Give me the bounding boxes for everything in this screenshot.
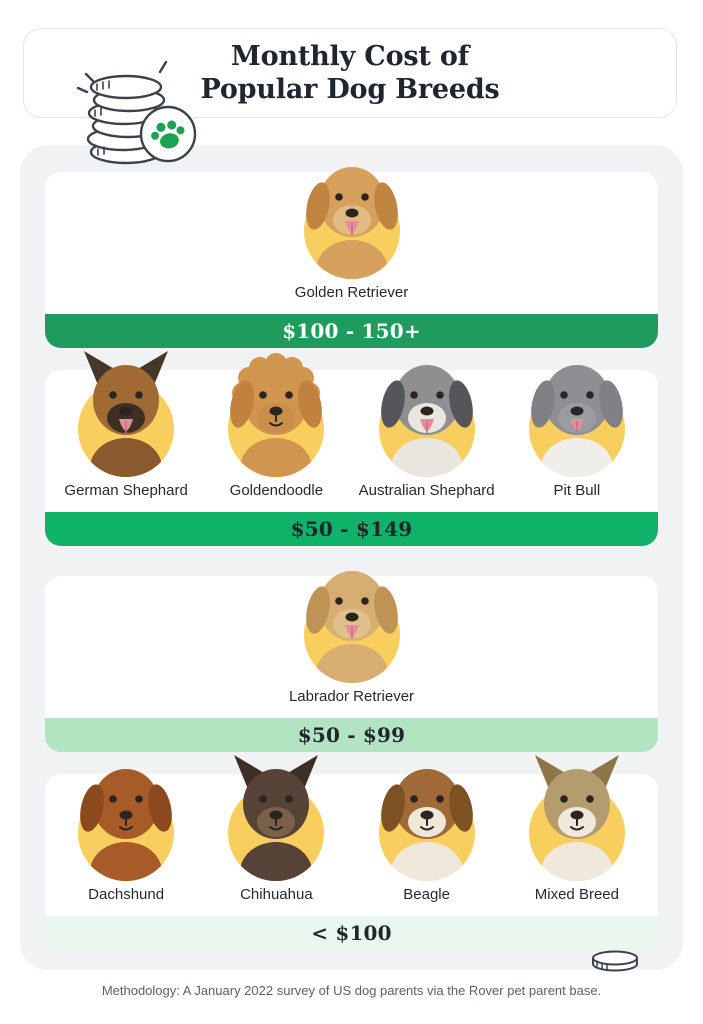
cost-tier-row xyxy=(45,576,658,752)
methodology-text: Methodology: A January 2022 survey of US dog parents via the Rover pet parent base. xyxy=(101,983,602,998)
dog-group xyxy=(45,774,658,916)
coin-stack-icon xyxy=(74,56,200,173)
dog-breed-label: Chihuahua xyxy=(240,886,313,903)
dog-unit-mixed-breed xyxy=(502,752,652,916)
price-banner: < $100 xyxy=(45,916,658,950)
dog-breed-label: Pit Bull xyxy=(553,482,601,499)
dog-group xyxy=(45,370,658,512)
cost-tier-rows xyxy=(20,145,683,950)
cost-tier-row xyxy=(45,774,658,950)
dog-breed-label: Mixed Breed xyxy=(534,886,619,903)
dog-photo-mixed-breed xyxy=(517,752,637,882)
dog-unit-dachshund xyxy=(51,752,201,916)
dog-breed-label: Labrador Retriever xyxy=(288,688,415,705)
dog-unit-goldendoodle xyxy=(201,348,351,512)
dog-unit-labrador-retriever xyxy=(289,554,414,718)
content-panel xyxy=(20,145,683,970)
cost-tier-row xyxy=(45,172,658,348)
price-banner: $100 - 150+ xyxy=(45,314,658,348)
dog-unit-pit-bull xyxy=(502,348,652,512)
dog-breed-label: Goldendoodle xyxy=(229,482,324,499)
price-banner: $50 - $149 xyxy=(45,512,658,546)
dog-unit-chihuahua xyxy=(201,752,351,916)
dog-group xyxy=(45,576,658,718)
dog-unit-golden-retriever xyxy=(292,150,412,314)
dog-photo-australian-shephard xyxy=(367,348,487,478)
coin-icon xyxy=(590,949,640,979)
dog-breed-label: Beagle xyxy=(403,886,450,903)
dog-photo-pit-bull xyxy=(517,348,637,478)
dog-photo-labrador-retriever xyxy=(292,554,412,684)
dog-photo-beagle xyxy=(367,752,487,882)
dog-breed-label: German Shephard xyxy=(64,482,188,499)
dog-breed-label: Dachshund xyxy=(88,886,165,903)
dog-unit-german-shephard xyxy=(51,348,201,512)
price-banner: $50 - $99 xyxy=(45,718,658,752)
dog-breed-label: Golden Retriever xyxy=(294,284,409,301)
page-title-line1: Monthly Cost of xyxy=(230,41,470,72)
dog-unit-beagle xyxy=(352,752,502,916)
dog-photo-golden-retriever xyxy=(292,150,412,280)
dog-photo-goldendoodle xyxy=(216,348,336,478)
dog-unit-australian-shephard xyxy=(352,348,502,512)
page-title-line2: Popular Dog Breeds xyxy=(200,74,500,105)
dog-group xyxy=(45,172,658,314)
dog-photo-chihuahua xyxy=(216,752,336,882)
dog-breed-label: Australian Shephard xyxy=(358,482,495,499)
page-title xyxy=(200,40,499,106)
dog-photo-german-shephard xyxy=(66,348,186,478)
cost-tier-row xyxy=(45,370,658,546)
dog-photo-dachshund xyxy=(66,752,186,882)
